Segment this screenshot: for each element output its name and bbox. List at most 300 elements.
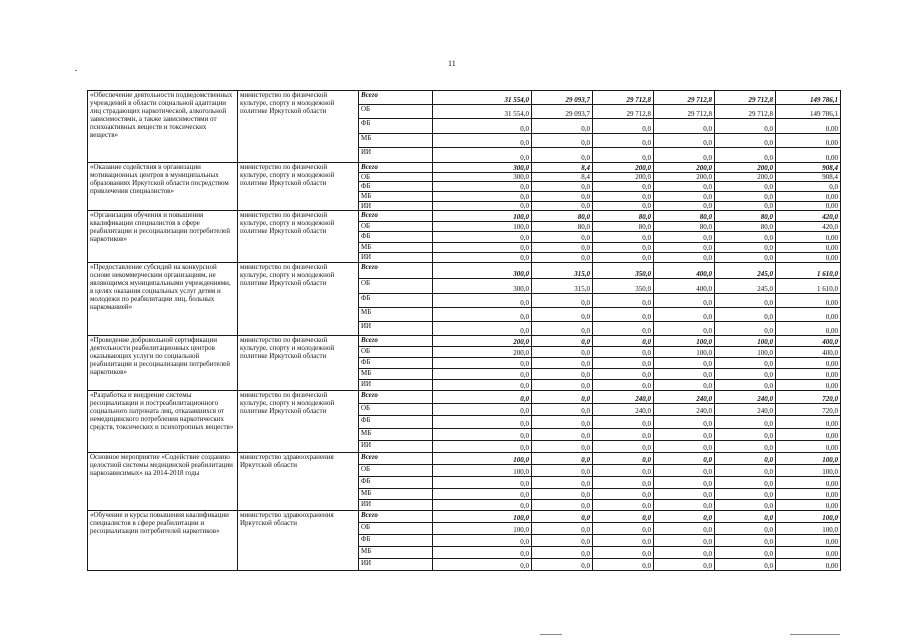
value-cell: 0,0 [433,547,532,559]
value-cell: 315,0 [532,279,593,294]
value-cell: 0,0 [433,202,532,211]
value-cell: 0,00 [776,148,841,163]
value-cell: 0,0 [715,489,776,500]
funding-source: ФБ [359,477,433,489]
value-cell: 29 712,8 [654,105,715,119]
activity-description: «Обеспечение деятельности подведомственных учреждений в области социальной адаптации лиц страдающих наркотической, алкогольной зависимостями, а также зависимостями от психоактивных веществ и токсических веществ» [88,91,238,163]
value-cell: 100,0 [433,211,532,222]
scan-artifact [790,634,840,635]
value-cell: 0,0 [433,232,532,243]
value-cell: 31 554,0 [433,91,532,105]
value-cell: 200,0 [593,163,654,173]
value-cell: 0,0 [532,489,593,500]
value-cell: 0,0 [654,148,715,163]
value-cell: 0,0 [433,477,532,489]
value-cell: 0,00 [776,477,841,489]
funding-source: ФБ [359,294,433,308]
value-cell: 0,0 [532,308,593,322]
value-cell: 80,0 [593,211,654,222]
value-cell: 0,0 [532,336,593,347]
value-cell: 100,0 [654,336,715,347]
funding-source: ИИ [359,559,433,571]
value-cell: 0,0 [433,441,532,453]
value-cell: 0,0 [654,308,715,322]
funding-source: Всего [359,211,433,222]
value-cell: 0,0 [654,134,715,148]
value-cell: 80,0 [715,222,776,232]
value-cell: 300,0 [433,279,532,294]
value-cell: 0,0 [776,182,841,192]
table-row-total [88,453,841,465]
value-cell: 0,0 [593,308,654,322]
value-cell: 315,0 [532,263,593,279]
value-cell: 0,0 [715,232,776,243]
value-cell: 0,00 [776,322,841,336]
value-cell: 0,0 [593,202,654,211]
responsible-executor: министерство по физической культуре, спорту и молодежной политике Иркутской области [238,391,359,453]
value-cell: 0,0 [715,308,776,322]
value-cell: 0,0 [593,559,654,571]
value-cell: 8,4 [532,173,593,182]
value-cell: 29 712,8 [715,105,776,119]
funding-source: ИИ [359,202,433,211]
value-cell: 908,4 [776,163,841,173]
value-cell: 0,0 [654,202,715,211]
value-cell: 0,0 [532,523,593,535]
funding-source: ОБ [359,173,433,182]
value-cell: 0,0 [433,429,532,441]
value-cell: 420,0 [776,211,841,222]
value-cell: 0,0 [715,358,776,369]
value-cell: 245,0 [715,279,776,294]
value-cell: 0,00 [776,369,841,380]
value-cell: 29 712,8 [593,91,654,105]
value-cell: 0,0 [593,322,654,336]
value-cell: 0,0 [654,232,715,243]
value-cell: 0,0 [532,148,593,163]
value-cell: 0,0 [654,477,715,489]
value-cell: 0,0 [715,369,776,380]
value-cell: 0,00 [776,202,841,211]
value-cell: 0,0 [593,511,654,523]
value-cell: 245,0 [715,263,776,279]
value-cell: 200,0 [715,163,776,173]
value-cell: 0,0 [654,322,715,336]
value-cell: 0,0 [715,547,776,559]
value-cell: 100,0 [433,453,532,465]
funding-source: ОБ [359,347,433,358]
value-cell: 0,0 [593,523,654,535]
value-cell: 0,0 [654,500,715,511]
funding-source: МБ [359,547,433,559]
budget-table [87,90,841,571]
value-cell: 0,0 [715,441,776,453]
value-cell: 0,0 [433,322,532,336]
value-cell: 0,0 [715,559,776,571]
value-cell: 0,0 [532,441,593,453]
value-cell: 400,0 [654,263,715,279]
value-cell: 29 712,8 [654,91,715,105]
value-cell: 0,00 [776,416,841,429]
activity-description: Основное мероприятие «Содействие созданию целостной системы медицинской реабилитации наркозависимых» на 2014-2018 годы [88,453,238,511]
funding-source: ФБ [359,232,433,243]
value-cell: 0,0 [715,192,776,202]
value-cell: 240,0 [593,391,654,404]
value-cell: 0,0 [715,453,776,465]
value-cell: 0,0 [654,182,715,192]
value-cell: 400,0 [654,279,715,294]
value-cell: 200,0 [433,336,532,347]
value-cell: 0,0 [593,477,654,489]
value-cell: 0,00 [776,294,841,308]
value-cell: 0,0 [715,500,776,511]
value-cell: 0,0 [532,404,593,416]
value-cell: 0,0 [433,535,532,547]
value-cell: 400,0 [776,336,841,347]
activity-description: «Обучение и курсы повышения квалификации специалистов в сфере реабилитации и ресоциализации потребителей наркотиков» [88,511,238,571]
value-cell: 100,0 [776,511,841,523]
value-cell: 0,0 [532,322,593,336]
value-cell: 0,0 [654,294,715,308]
value-cell: 0,0 [715,243,776,253]
value-cell: 240,0 [654,391,715,404]
value-cell: 350,0 [593,263,654,279]
value-cell: 0,0 [593,148,654,163]
value-cell: 0,0 [654,453,715,465]
value-cell: 0,00 [776,308,841,322]
value-cell: 0,0 [433,294,532,308]
value-cell: 0,0 [433,391,532,404]
value-cell: 0,0 [532,477,593,489]
value-cell: 0,0 [593,416,654,429]
table-row-total [88,511,841,523]
value-cell: 0,00 [776,119,841,134]
value-cell: 0,0 [532,380,593,391]
value-cell: 0,00 [776,253,841,263]
value-cell: 0,0 [593,500,654,511]
value-cell: 0,0 [654,369,715,380]
value-cell: 350,0 [593,279,654,294]
value-cell: 0,0 [654,465,715,477]
funding-source: ОБ [359,465,433,477]
value-cell: 0,0 [654,559,715,571]
value-cell: 149 786,1 [776,105,841,119]
value-cell: 80,0 [654,222,715,232]
funding-source: ИИ [359,148,433,163]
value-cell: 0,0 [433,559,532,571]
value-cell: 200,0 [654,173,715,182]
funding-source: МБ [359,308,433,322]
funding-source: ИИ [359,441,433,453]
value-cell: 1 610,0 [776,279,841,294]
value-cell: 0,0 [593,243,654,253]
value-cell: 29 093,7 [532,105,593,119]
responsible-executor: министерство здравоохранения Иркутской области [238,511,359,571]
value-cell: 0,0 [593,134,654,148]
table-row-total [88,263,841,279]
value-cell: 29 712,8 [593,105,654,119]
value-cell: 0,0 [654,511,715,523]
value-cell: 0,0 [532,232,593,243]
value-cell: 0,0 [593,441,654,453]
value-cell: 0,00 [776,429,841,441]
funding-source: Всего [359,391,433,404]
value-cell: 908,4 [776,173,841,182]
value-cell: 0,00 [776,535,841,547]
funding-source: МБ [359,243,433,253]
value-cell: 0,0 [433,308,532,322]
value-cell: 0,0 [715,380,776,391]
value-cell: 0,0 [532,535,593,547]
value-cell: 0,00 [776,489,841,500]
activity-description: «Организация обучения и повышения квалификации специалистов в сфере реабилитации и ресоциализации потребителей наркотиков» [88,211,238,263]
funding-source: ФБ [359,358,433,369]
value-cell: 0,0 [433,369,532,380]
value-cell: 0,00 [776,441,841,453]
value-cell: 720,0 [776,391,841,404]
value-cell: 29 712,8 [715,91,776,105]
activity-description: «Предоставление субсидий на конкурсной основе некоммерческим организациям, не являющимся муниципальными учреждениями, в целях оказания социальных услуг детям и молодежи по реабилитации лиц, больных наркоманией» [88,263,238,336]
value-cell: 100,0 [433,222,532,232]
value-cell: 0,00 [776,243,841,253]
value-cell: 100,0 [433,465,532,477]
value-cell: 0,0 [433,380,532,391]
funding-source: МБ [359,489,433,500]
table-row-total [88,336,841,347]
funding-source: ИИ [359,380,433,391]
value-cell: 0,0 [715,253,776,263]
value-cell: 0,0 [654,489,715,500]
value-cell: 420,0 [776,222,841,232]
value-cell: 149 786,1 [776,91,841,105]
value-cell: 100,0 [715,347,776,358]
funding-source: ОБ [359,523,433,535]
value-cell: 0,0 [532,416,593,429]
table-row-total [88,163,841,173]
responsible-executor: министерство по физической культуре, спорту и молодежной политике Иркутской области [238,91,359,163]
value-cell: 0,0 [654,523,715,535]
value-cell: 0,0 [715,511,776,523]
funding-source: Всего [359,511,433,523]
value-cell: 720,0 [776,404,841,416]
responsible-executor: министерство по физической культуре, спорту и молодежной политике Иркутской области [238,211,359,263]
value-cell: 0,0 [433,416,532,429]
value-cell: 0,0 [593,380,654,391]
funding-source: Всего [359,453,433,465]
value-cell: 0,0 [654,119,715,134]
value-cell: 0,0 [532,358,593,369]
value-cell: 0,0 [715,294,776,308]
value-cell: 0,0 [654,192,715,202]
value-cell: 31 554,0 [433,105,532,119]
value-cell: 0,0 [532,500,593,511]
value-cell: 0,0 [715,202,776,211]
value-cell: 0,0 [532,134,593,148]
value-cell: 0,0 [593,489,654,500]
value-cell: 0,0 [654,243,715,253]
funding-source: ФБ [359,416,433,429]
value-cell: 0,0 [532,347,593,358]
value-cell: 0,0 [433,358,532,369]
responsible-executor: министерство по физической культуре, спорту и молодежной политике Иркутской области [238,263,359,336]
funding-source: МБ [359,192,433,202]
funding-source: Всего [359,163,433,173]
funding-source: ФБ [359,535,433,547]
value-cell: 0,0 [593,294,654,308]
value-cell: 0,0 [532,182,593,192]
value-cell: 0,0 [715,182,776,192]
value-cell: 0,0 [433,119,532,134]
value-cell: 0,0 [433,182,532,192]
funding-source: ИИ [359,500,433,511]
value-cell: 0,00 [776,500,841,511]
value-cell: 0,00 [776,192,841,202]
value-cell: 80,0 [532,222,593,232]
value-cell: 0,0 [532,119,593,134]
value-cell: 0,0 [532,465,593,477]
value-cell: 100,0 [776,523,841,535]
value-cell: 80,0 [715,211,776,222]
funding-source: МБ [359,369,433,380]
value-cell: 200,0 [433,347,532,358]
value-cell: 0,0 [593,253,654,263]
value-cell: 80,0 [532,211,593,222]
value-cell: 0,0 [532,369,593,380]
value-cell: 0,0 [654,358,715,369]
value-cell: 0,0 [715,322,776,336]
value-cell: 0,0 [433,489,532,500]
funding-source: ФБ [359,182,433,192]
responsible-executor: министерство по физической культуре, спорту и молодежной политике Иркутской области [238,163,359,211]
funding-source: ОБ [359,105,433,119]
value-cell: 100,0 [654,347,715,358]
value-cell: 0,0 [433,134,532,148]
funding-source: Всего [359,263,433,279]
funding-source: ИИ [359,253,433,263]
value-cell: 0,0 [593,369,654,380]
value-cell: 300,0 [433,263,532,279]
value-cell: 0,0 [715,535,776,547]
value-cell: 0,0 [532,243,593,253]
value-cell: 0,0 [593,119,654,134]
activity-description: «Проведение добровольной сертификации деятельности реабилитационных центров оказывающих услуги по социальной реабилитации и ресоциализации потребителей наркотиков» [88,336,238,391]
value-cell: 0,0 [532,511,593,523]
value-cell: 0,0 [715,477,776,489]
value-cell: 80,0 [593,222,654,232]
value-cell: 0,0 [593,465,654,477]
value-cell: 100,0 [433,523,532,535]
value-cell: 0,00 [776,232,841,243]
value-cell: 0,00 [776,134,841,148]
value-cell: 0,0 [532,294,593,308]
value-cell: 240,0 [654,404,715,416]
value-cell: 0,0 [433,243,532,253]
value-cell: 240,0 [715,391,776,404]
value-cell: 0,0 [593,232,654,243]
value-cell: 0,0 [654,547,715,559]
value-cell: 0,0 [593,336,654,347]
funding-source: МБ [359,134,433,148]
funding-source: МБ [359,429,433,441]
value-cell: 29 093,7 [532,91,593,105]
funding-source: ОБ [359,279,433,294]
value-cell: 0,0 [593,358,654,369]
funding-source: Всего [359,336,433,347]
responsible-executor: министерство здравоохранения Иркутской области [238,453,359,511]
value-cell: 300,0 [433,173,532,182]
value-cell: 80,0 [654,211,715,222]
value-cell: 0,0 [433,404,532,416]
activity-description: «Разработка и внедрение системы ресоциализации и постреабилитационного социального патроната лиц, отказавшихся от немедицинского потребления наркотических средств, токсических и психотропных веществ» [88,391,238,453]
value-cell: 0,0 [654,380,715,391]
funding-source: ИИ [359,322,433,336]
value-cell: 100,0 [776,453,841,465]
value-cell: 0,0 [532,192,593,202]
value-cell: 0,0 [532,391,593,404]
value-cell: 0,0 [532,559,593,571]
value-cell: 240,0 [715,404,776,416]
funding-source: Всего [359,91,433,105]
value-cell: 0,0 [532,547,593,559]
value-cell: 0,0 [593,182,654,192]
value-cell: 0,0 [715,465,776,477]
value-cell: 0,0 [654,416,715,429]
value-cell: 240,0 [593,404,654,416]
value-cell: 0,0 [654,253,715,263]
value-cell: 0,0 [715,523,776,535]
value-cell: 0,0 [654,441,715,453]
funding-source: ОБ [359,404,433,416]
value-cell: 0,0 [433,253,532,263]
value-cell: 200,0 [654,163,715,173]
value-cell: 0,00 [776,380,841,391]
value-cell: 0,0 [715,119,776,134]
value-cell: 300,0 [433,163,532,173]
table-body [88,91,841,571]
value-cell: 0,0 [532,253,593,263]
value-cell: 0,0 [654,535,715,547]
value-cell: 0,0 [654,429,715,441]
value-cell: 0,0 [433,148,532,163]
value-cell: 0,0 [433,192,532,202]
activity-description: «Оказание содействия в организации мотивационных центров в муниципальных образованиях Иркутской области посредством привлечения специалистов» [88,163,238,211]
value-cell: 200,0 [715,173,776,182]
value-cell: 1 610,0 [776,263,841,279]
value-cell: 0,0 [593,192,654,202]
scan-speck [75,70,77,71]
scan-artifact [540,634,562,635]
value-cell: 100,0 [776,465,841,477]
value-cell: 0,0 [715,416,776,429]
value-cell: 0,0 [532,202,593,211]
value-cell: 0,0 [593,347,654,358]
funding-source: ОБ [359,222,433,232]
value-cell: 0,0 [715,148,776,163]
value-cell: 100,0 [433,511,532,523]
table-row-total [88,91,841,105]
value-cell: 0,00 [776,559,841,571]
responsible-executor: министерство по физической культуре, спорту и молодежной политике Иркутской области [238,336,359,391]
table-row-total [88,391,841,404]
value-cell: 400,0 [776,347,841,358]
value-cell: 0,0 [593,547,654,559]
value-cell: 0,0 [532,429,593,441]
table-row-total [88,211,841,222]
value-cell: 0,0 [433,500,532,511]
value-cell: 0,0 [593,453,654,465]
value-cell: 0,0 [715,429,776,441]
value-cell: 200,0 [593,173,654,182]
